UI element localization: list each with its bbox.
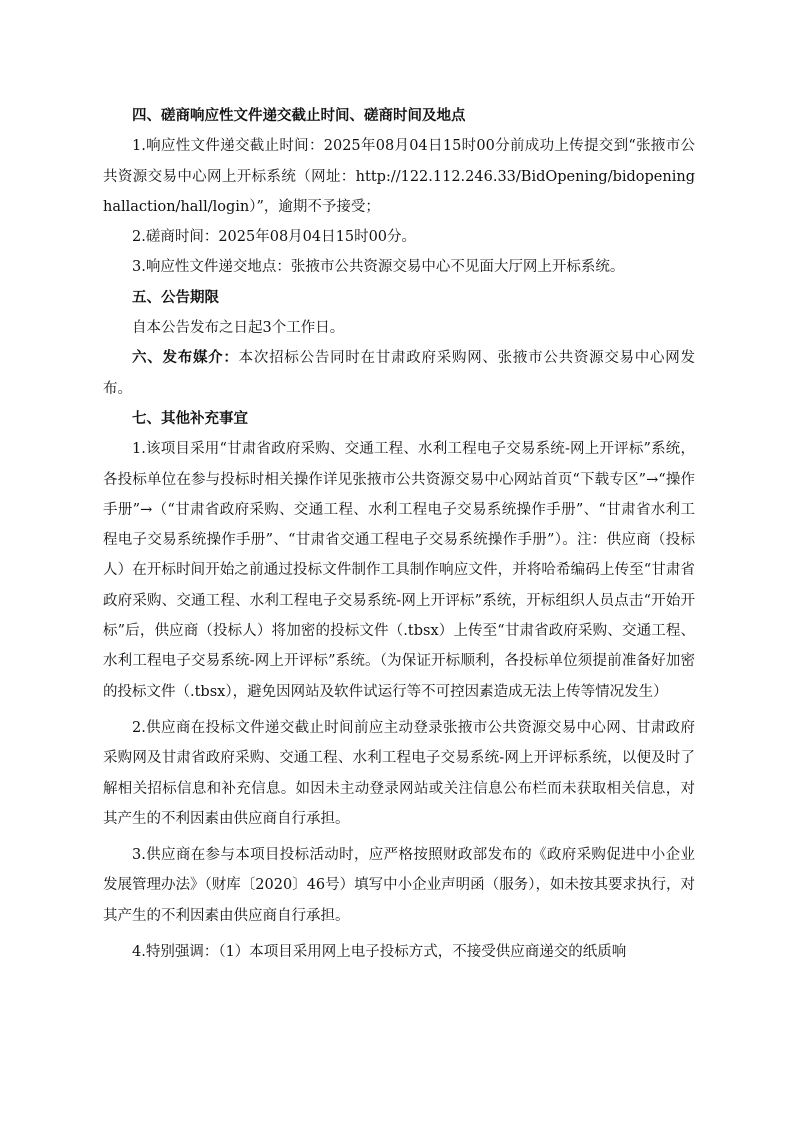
section-6-label: 六、发布媒介： (132, 350, 239, 367)
section-4-item-3: 3.响应性文件递交地点：张掖市公共资源交易中心不见面大厅网上开标系统。 (132, 259, 625, 276)
section-7-item-2: 2.供应商在投标文件递交截止时间前应主动登录张掖市公共资源交易中心网、甘肃政府采购网及甘肃省政府采购、交通工程、水利工程电子交易系统-网上开评标系统，以便及时了解相关招标信息和补充信息。如因未主动登录网站或关注信息公布栏而未获取相关信息，对其产生的不利因素由供应商自行承担。 (103, 719, 695, 827)
section-4-item-2: 2.磋商时间：2025年08月04日15时00分。 (132, 229, 417, 246)
section-5-heading: 五、公告期限 (132, 289, 219, 306)
section-6-paragraph (103, 343, 695, 404)
section-6-text: 本次招标公告同时在甘肃政府采购网、张掖市公共资源交易中心网发布。 (103, 350, 696, 397)
section-5-text: 自本公告发布之日起3个工作日。 (132, 320, 345, 337)
document-body (103, 101, 695, 967)
section-7-item-4: 4.特别强调：（1）本项目采用网上电子投标方式，不接受供应商递交的纸质响 (132, 944, 627, 961)
section-7-item-3: 3.供应商在参与本项目投标活动时，应严格按照财政部发布的《政府采购促进中小企业发展管理办法》（财库〔2020〕46号）填写中小企业声明函（服务），如未按其要求执行，对其产生的不利因素由供应商自行承担。 (103, 847, 695, 924)
section-4-heading: 四、磋商响应性文件递交截止时间、磋商时间及地点 (132, 108, 466, 124)
section-4-item-1: 1.响应性文件递交截止时间：2025年08月04日15时00分前成功上传提交到“张掖市公共资源交易中心网上开标系统（网址：http://122.112.246.33/BidOpening/bidopeninghallaction/hall/login）”，逾期不予接受； (103, 138, 695, 215)
section-7-item-1: 1.该项目采用“甘肃省政府采购、交通工程、水利工程电子交易系统-网上开评标”系统，各投标单位在参与投标时相关操作详见张掖市公共资源交易中心网站首页“下载专区”→“操作手册”→（“甘肃省政府采购、交通工程、水利工程电子交易系统操作手册”、“甘肃省水利工程电子交易系统操作手册”、“甘肃省交通工程电子交易系统操作手册”）。注：供应商（投标人）在开标时间开始之前通过投标文件制作工具制作响应文件，并将哈希编码上传至“甘肃省政府采购、交通工程、水利工程电子交易系统-网上开评标”系统，开标组织人员点击“开始开标”后，供应商（投标人）将加密的投标文件（.tbsx）上传至“甘肃省政府采购、交通工程、水利工程电子交易系统-网上开评标”系统。（为保证开标顺利，各投标单位须提前准备好加密的投标文件（.tbsx），避免因网站及软件试运行等不可控因素造成无法上传等情况发生） (103, 441, 695, 700)
section-7-heading: 七、其他补充事宜 (132, 410, 248, 427)
